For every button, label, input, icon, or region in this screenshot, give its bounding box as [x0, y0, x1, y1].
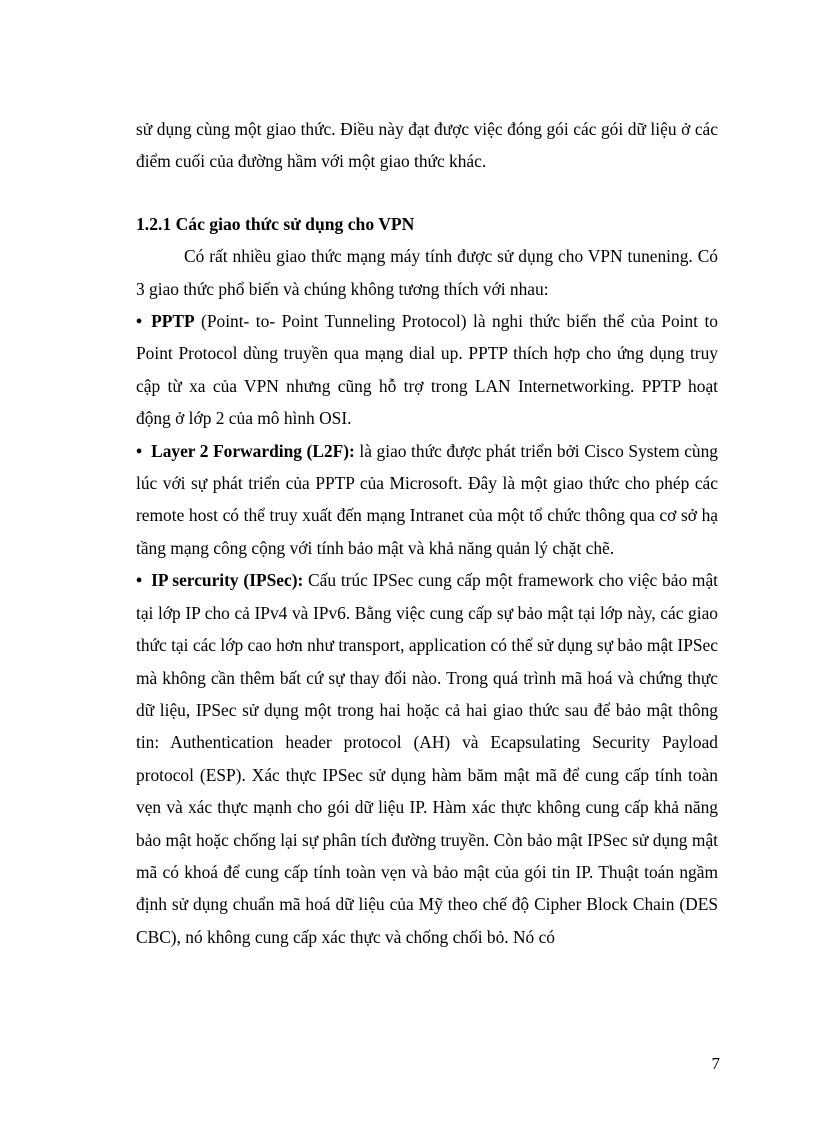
page-body [136, 113, 718, 953]
bullet-term: PPTP [151, 311, 195, 332]
bullet-icon: • [136, 311, 143, 332]
page-number: 7 [711, 1054, 720, 1073]
bullet-item-pptp [136, 305, 718, 435]
bullet-term: IP sercurity (IPSec): [151, 570, 304, 591]
intro-paragraph: sử dụng cùng một giao thức. Điều này đạt được việc đóng gói các gói dữ liệu ở các điểm cuối của đường hầm với một giao thức khác. [136, 119, 718, 172]
section-intro-paragraph: Có rất nhiều giao thức mạng máy tính được sử dụng cho VPN tunening. Có 3 giao thức phổ biến và chúng không tương thích với nhau: [136, 246, 718, 299]
bullet-icon: • [136, 570, 143, 591]
bullet-item-ipsec [136, 564, 718, 953]
bullet-text: Cấu trúc IPSec cung cấp một framework cho việc bảo mật tại lớp IP cho cả IPv4 và IPv6. Bằng việc cung cấp sự bảo mật tại lớp này, các giao thức tại các lớp cao hơn như transport, application có thể sử dụng sự bảo mật IPSec mà không cần thêm bất cứ sự thay đổi nào. Trong quá trình mã hoá và chứng thực dữ liệu, IPSec sử dụng một trong hai hoặc cả hai giao thức sau để bảo mật thông tin: Authentication header protocol (AH) và Ecapsulating Security Payload protocol (ESP). Xác thực IPSec sử dụng hàm băm mật mã để cung cấp tính toàn vẹn và xác thực mạnh cho gói dữ liệu IP. Hàm xác thực không cung cấp khả năng bảo mật hoặc chống lại sự phân tích đường truyền. Còn bảo mật IPSec sử dụng mật mã có khoá để cung cấp tính toàn vẹn và bảo mật của gói tin IP. Thuật toán ngầm định sử dụng chuẩn mã hoá dữ liệu của Mỹ theo chế độ Cipher Block Chain (DES CBC), nó không cung cấp xác thực và chống chối bỏ. Nó có [136, 570, 718, 947]
bullet-icon: • [136, 440, 143, 461]
bullet-term: Layer 2 Forwarding (L2F): [151, 440, 355, 461]
bullet-text: là giao thức được phát triển bởi Cisco System cùng lúc với sự phát triển của PPTP của Microsoft. Đây là một giao thức cho phép các remote host có thể truy xuất đến mạng Intranet của một tổ chức thông qua cơ sở hạ tầng mạng công cộng với tính bảo mật và khả năng quản lý chặt chẽ. [136, 440, 718, 558]
bullet-text: (Point- to- Point Tunneling Protocol) là nghi thức biến thể của Point to Point Protocol dùng truyền qua mạng dial up. PPTP thích hợp cho ứng dụng truy cập từ xa của VPN nhưng cũng hỗ trợ trong LAN Internetworking. PPTP hoạt động ở lớp 2 của mô hình OSI. [136, 311, 718, 429]
section-heading: 1.2.1 Các giao thức sử dụng cho VPN [136, 213, 415, 234]
bullet-item-l2f [136, 435, 718, 565]
